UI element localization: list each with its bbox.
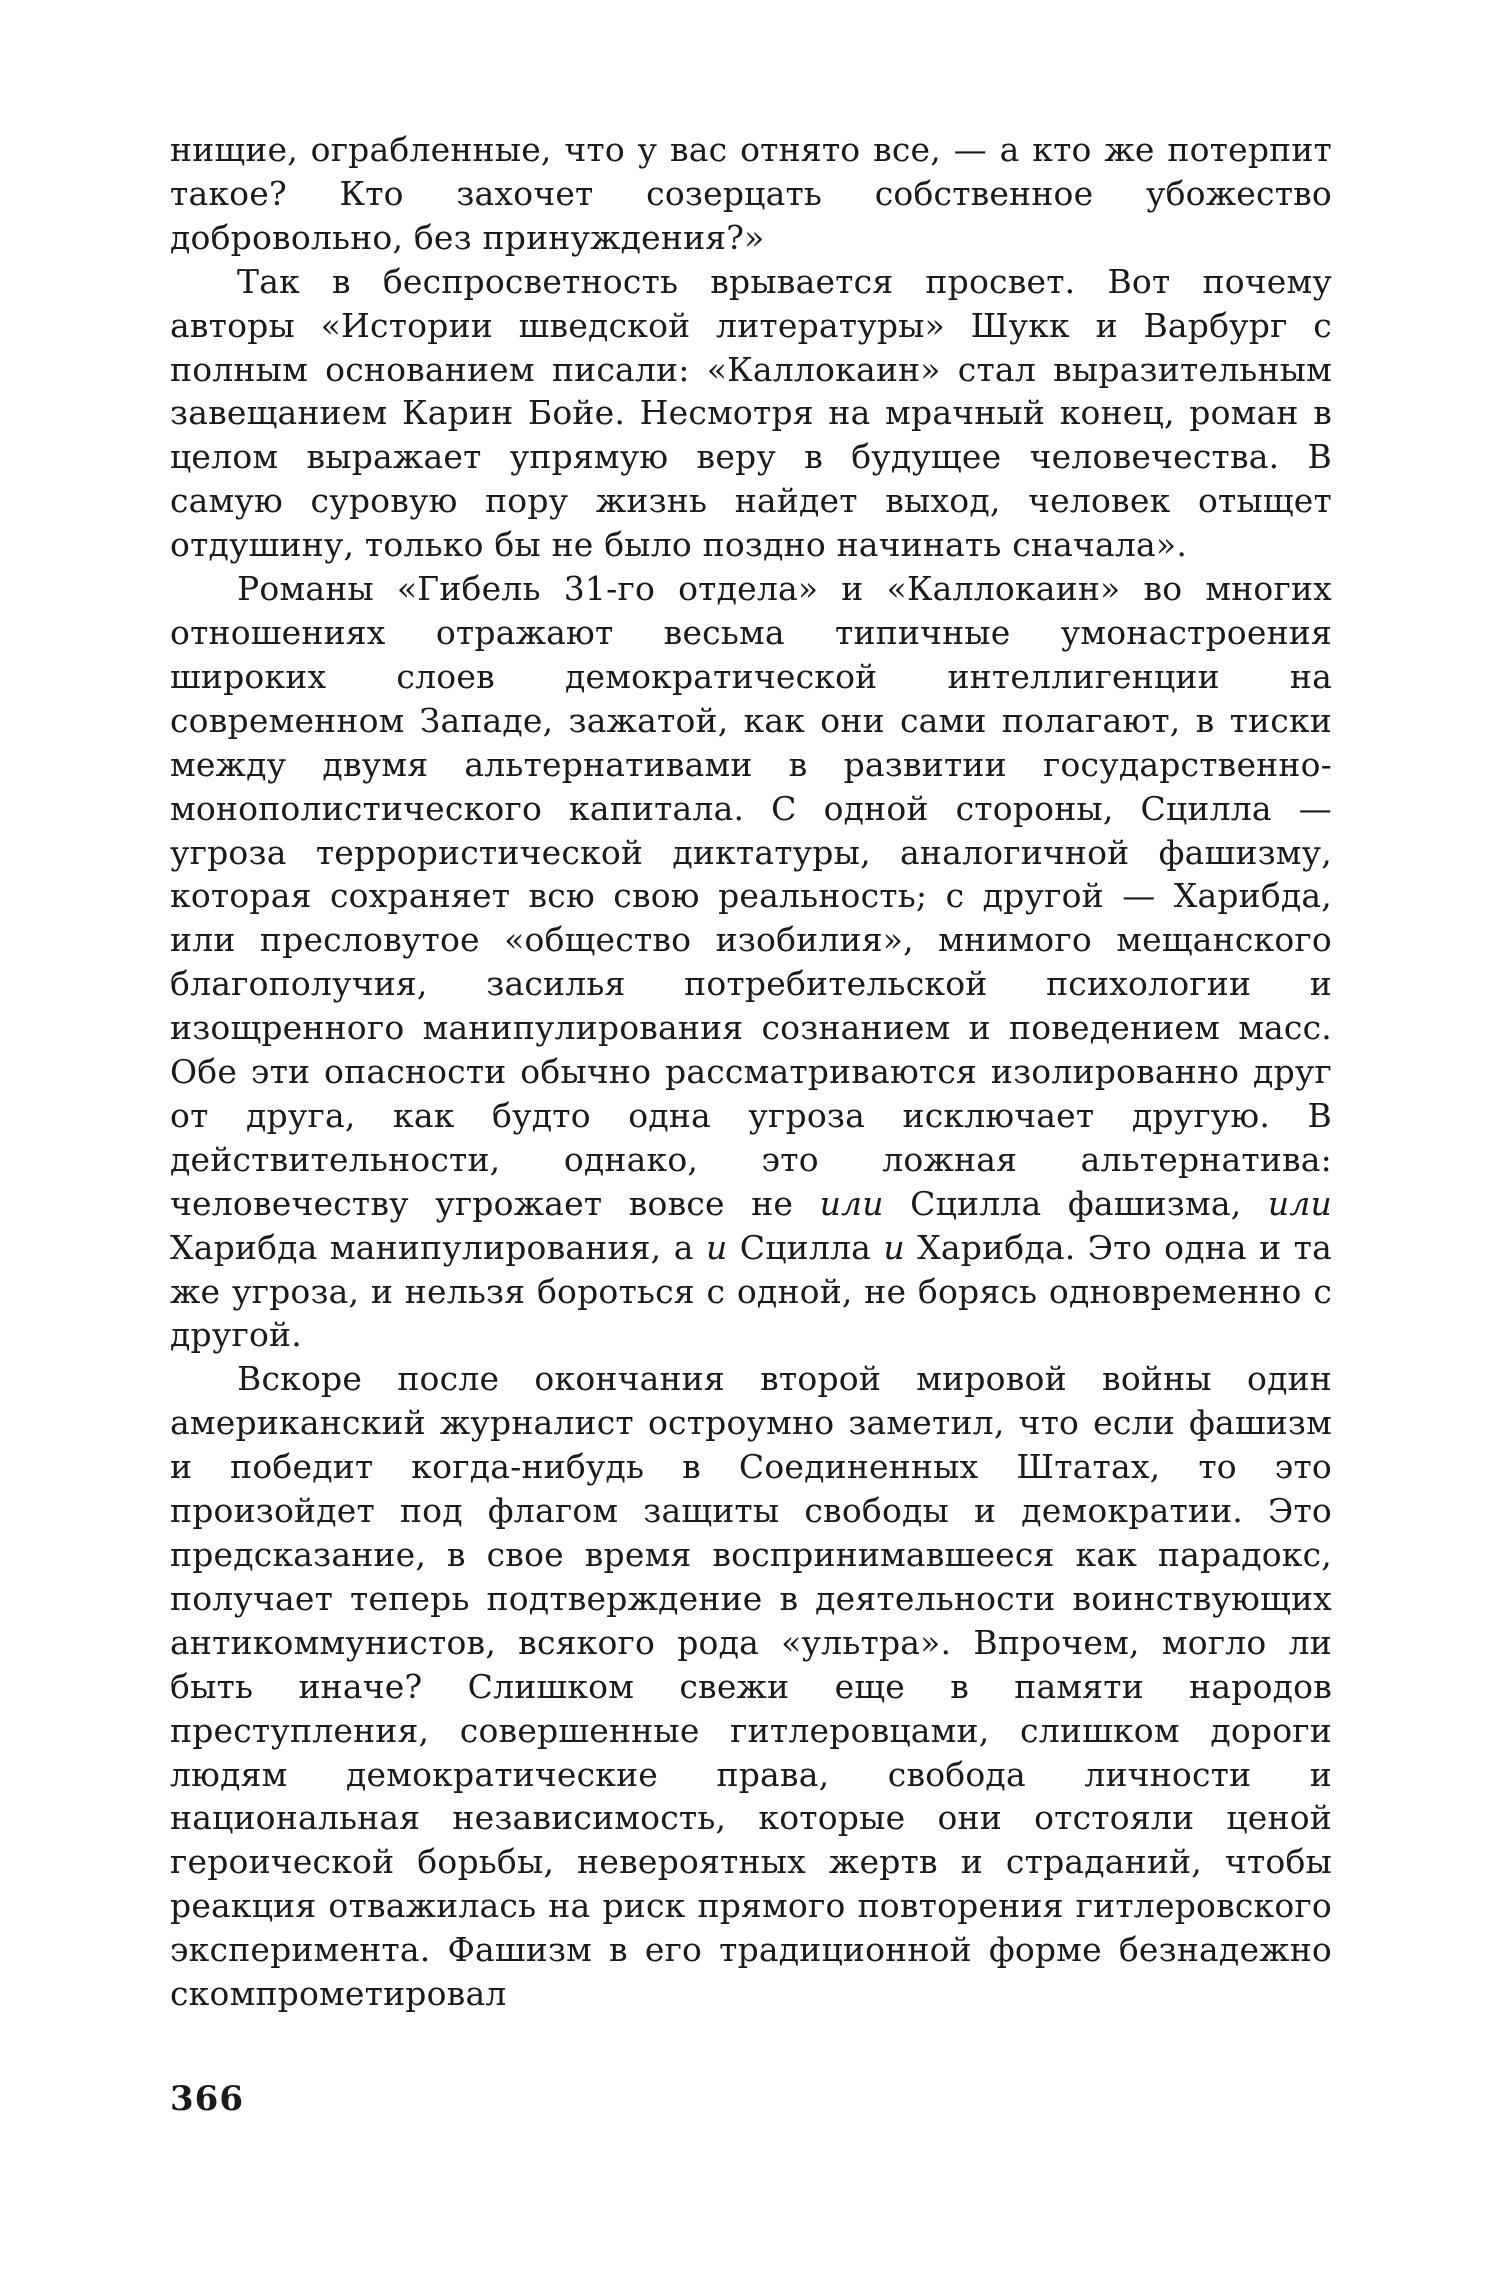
- text-run: Харибда манипулирования, а: [170, 1227, 706, 1267]
- text-run: нищие, ограбленные, что у вас отнято все, — а кто же потерпит такое? Кто захочет созерцать собственное убожество добровольно, без принуждения?»: [170, 130, 1332, 257]
- italic-text: или: [819, 1183, 884, 1223]
- text-run: Так в беспросветность врывается просвет. Вот почему авторы «Истории шведской литературы» Шукк и Варбург с полным основанием писали: «Каллокаин» стал выразительным завещанием Карин Бойе. Несмотря на мрачный конец, роман в целом выражает упрямую веру в будущее человечества. В самую суровую пору жизнь найдет выход, человек отыщет отдушину, только бы не было поздно начинать сначала».: [170, 261, 1332, 565]
- italic-text: и: [705, 1227, 728, 1267]
- paragraph: [170, 1357, 1332, 2016]
- text-run: Романы «Гибель 31-го отдела» и «Каллокаин» во многих отношениях отражают весьма типичные умонастроения широких слоев демократической интеллигенции на современном Западе, зажатой, как они сами полагают, в тиски между двумя альтернативами в развитии государственно-монополистического капитала. С одной стороны, Сцилла — угроза террористической диктатуры, аналогичной фашизму, которая сохраняет всю свою реальность; с другой — Харибда, или пресловутое «общество изобилия», мнимого мещанского благополучия, засилья потребительской психологии и изощренного манипулирования сознанием и поведением масс. Обе эти опасности обычно рассматриваются изолированно друг от друга, как будто одна угроза исключает другую. В действительности, однако, это ложная альтернатива: человечеству угрожает вовсе не: [170, 569, 1332, 1223]
- text-run: Сцилла: [727, 1227, 884, 1267]
- paragraph: [170, 567, 1332, 1357]
- text-run: Вскоре после окончания второй мировой войны один американский журналист остроумно заметил, что если фашизм и победит когда-нибудь в Соединенных Штатах, то это произойдет под флагом защиты свободы и демократии. Это предсказание, в свое время воспринимавшееся как парадокс, получает теперь подтверждение в деятельности воинствующих антикоммунистов, всякого рода «ультра». Впрочем, могло ли быть иначе? Слишком свежи еще в памяти народов преступления, совершенные гитлеровцами, слишком дороги людям демократические права, свобода личности и национальная независимость, которые они отстояли ценой героической борьбы, невероятных жертв и страданий, чтобы реакция отважилась на риск прямого повторения гитлеровского эксперимента. Фашизм в его традиционной форме безнадежно скомпрометировал: [170, 1359, 1332, 2014]
- paragraph: [170, 260, 1332, 567]
- page-number: 366: [170, 2079, 244, 2119]
- text-run: Харибда. Это одна и та же угроза, и нельзя бороться с одной, не борясь одновременно с другой.: [170, 1227, 1333, 1355]
- italic-text: и: [883, 1227, 905, 1267]
- text-run: Сцилла фашизма,: [883, 1183, 1268, 1223]
- paragraph: [170, 128, 1332, 260]
- italic-text: или: [1267, 1183, 1332, 1223]
- body-text: [170, 128, 1332, 2016]
